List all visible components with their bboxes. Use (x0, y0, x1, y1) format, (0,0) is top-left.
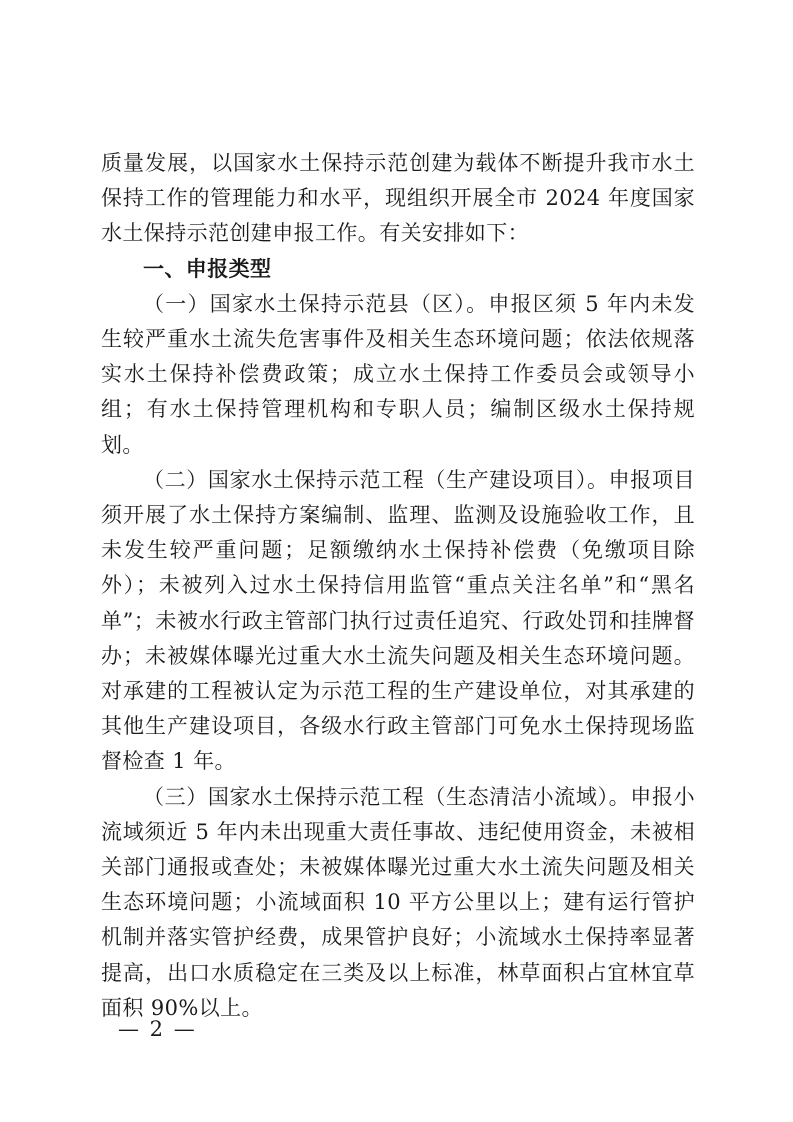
document-body (101, 146, 695, 1026)
page-number: — 2 — (118, 1017, 197, 1041)
section-heading: 一、申报类型 (143, 256, 272, 281)
item-3-paragraph: （三）国家水土保持示范工程（生态清洁小流域）。申报小流域须近 5 年内未出现重大责任事故、违纪使用资金，未被相关部门通报或查处；未被媒体曝光过重大水土流失问题及相关生态环境问题；小流域面积 10 平方公里以上；建有运行管护机制并落实管护经费，成果管护良好；小流域水土保持率显著提高，出口水质稳定在三类及以上标准，林草面积占宜林宜草面积 90%以上。 (101, 784, 695, 1020)
item-1-paragraph: （一）国家水土保持示范县（区）。申报区须 5 年内未发生较严重水土流失危害事件及相关生态环境问题；依法依规落实水土保持补偿费政策；成立水土保持工作委员会或领导小组；有水土保持管理机构和专职人员；编制区级水土保持规划。 (101, 291, 695, 457)
item-2-paragraph: （二）国家水土保持示范工程（生产建设项目）。申报项目须开展了水土保持方案编制、监理、监测及设施验收工作，且未发生较严重问题；足额缴纳水土保持补偿费（免缴项目除外）；未被列入过水土保持信用监管“重点关注名单”和“黑名单”；未被水行政主管部门执行过责任追究、行政处罚和挂牌督办；未被媒体曝光过重大水土流失问题及相关生态环境问题。对承建的工程被认定为示范工程的生产建设单位，对其承建的其他生产建设项目，各级水行政主管部门可免水土保持现场监督检查 1 年。 (101, 467, 695, 774)
intro-paragraph: 质量发展，以国家水土保持示范创建为载体不断提升我市水土保持工作的管理能力和水平，现组织开展全市 2024 年度国家水土保持示范创建申报工作。有关安排如下： (101, 151, 695, 246)
